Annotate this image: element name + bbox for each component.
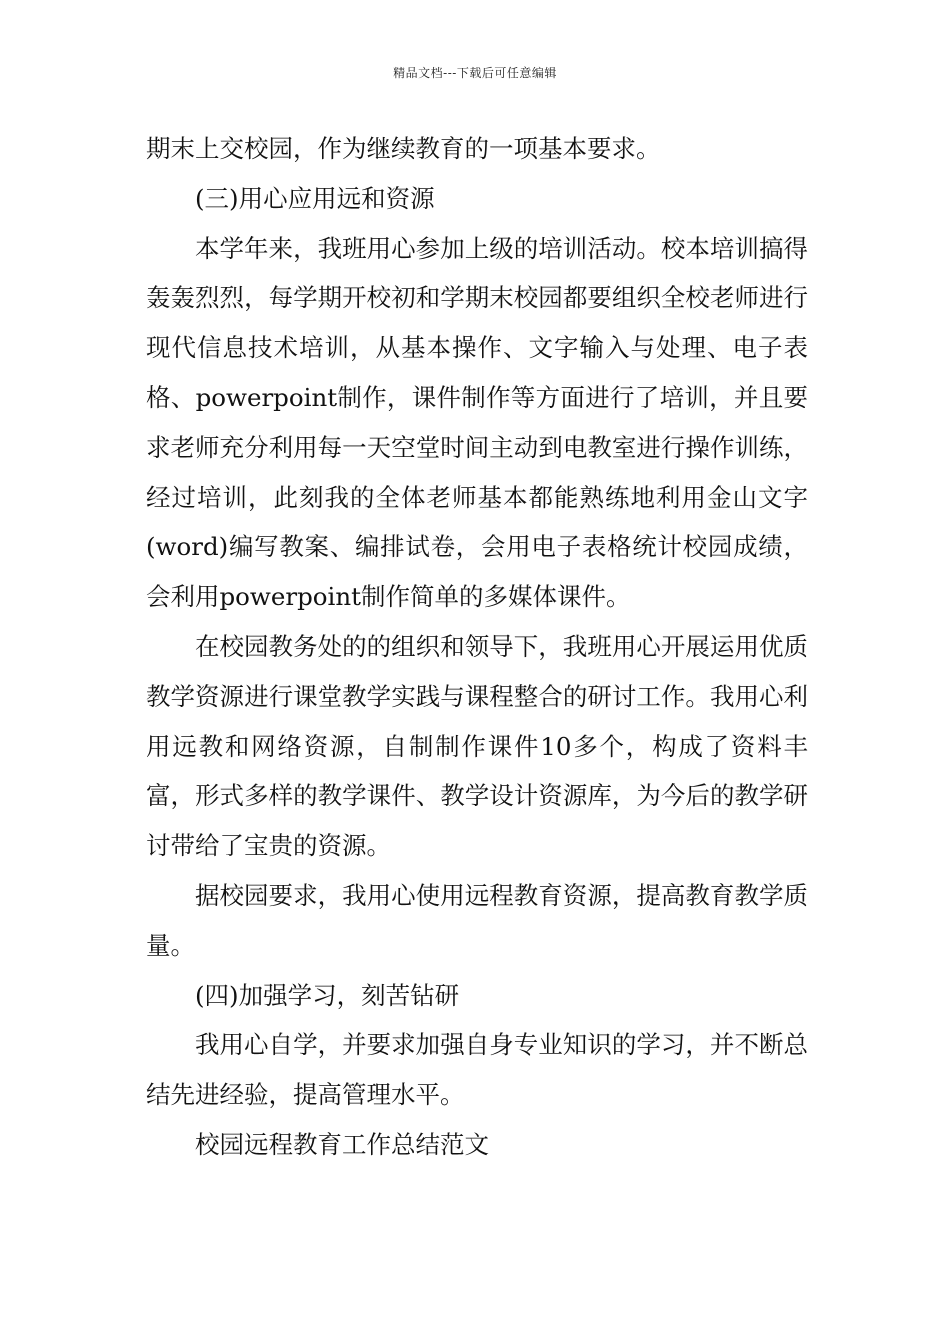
paragraph-continuation: 期末上交校园，作为继续教育的一项基本要求。 (146, 134, 661, 163)
paragraph-quality: 据校园要求，我用心使用远程教育资源，提高教育教学质量。 (146, 880, 808, 960)
paragraph-self-study: 我用心自学，并要求加强自身专业知识的学习，并不断总结先进经验，提高管理水平。 (146, 1030, 808, 1110)
section-heading-4: (四)加强学习，刻苦钻研 (195, 980, 460, 1010)
page-header: 精品文档---下载后可任意编辑 (393, 66, 557, 80)
paragraph-training: 本学年来，我班用心参加上级的培训活动。校本培训搞得轰轰烈烈，每学期开校初和学期末校园都要组织全校老师进行现代信息技术培训，从基本操作、文字输入与处理、电子表格、powerpoint制作，课件制作等方面进行了培训，并且要求老师充分利用每一天空堂时间主动到电教室进行操作训练，经过培训，此刻我的全体老师基本都能熟练地利用金山文字(word)编写教案、编排试卷，会用电子表格统计校园成绩，会利用powerpoint制作简单的多媒体课件。 (146, 233, 808, 612)
paragraph-resources: 在校园教务处的的组织和领导下，我班用心开展运用优质教学资源进行课堂教学实践与课程整合的研讨工作。我用心利用远教和网络资源，自制制作课件10多个，构成了资料丰富，形式多样的教学课件、教学设计资源库，为今后的教学研讨带给了宝贵的资源。 (146, 631, 808, 861)
section-heading-3: (三)用心应用远和资源 (195, 183, 435, 213)
closing-title: 校园远程教育工作总结范文 (195, 1129, 489, 1159)
document-body (146, 124, 808, 1170)
